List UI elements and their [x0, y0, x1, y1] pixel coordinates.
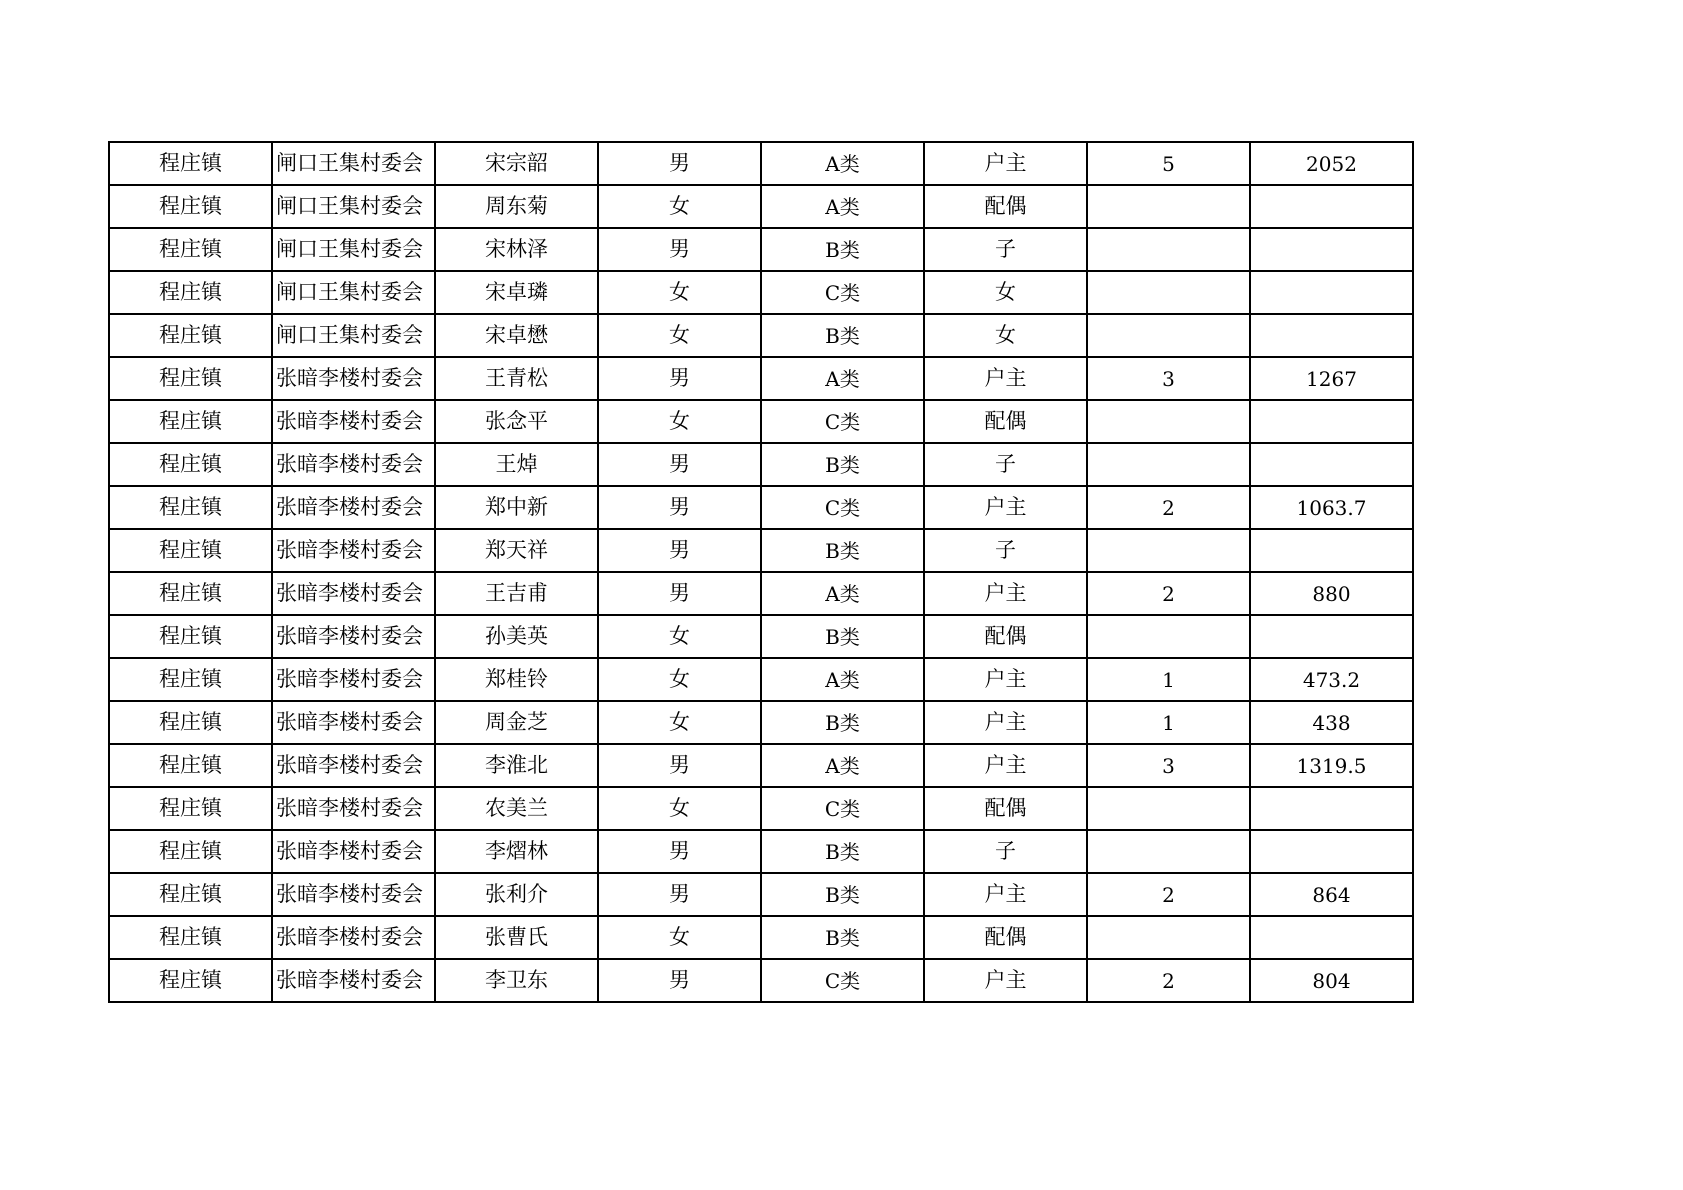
- cell-town: 程庄镇: [109, 916, 272, 959]
- cell-amount: [1250, 400, 1413, 443]
- cell-household-count: [1087, 400, 1250, 443]
- cell-name: 郑天祥: [435, 529, 598, 572]
- table-row: [109, 271, 1413, 314]
- table-row: [109, 830, 1413, 873]
- cell-relation: 户主: [924, 142, 1087, 185]
- table-row: [109, 572, 1413, 615]
- cell-category: B类: [761, 443, 924, 486]
- cell-village: 张暗李楼村委会: [272, 486, 435, 529]
- cell-household-count: [1087, 916, 1250, 959]
- cell-village: 张暗李楼村委会: [272, 916, 435, 959]
- cell-town: 程庄镇: [109, 357, 272, 400]
- cell-household-count: 2: [1087, 572, 1250, 615]
- cell-gender: 男: [598, 142, 761, 185]
- cell-relation: 配偶: [924, 787, 1087, 830]
- table-row: [109, 701, 1413, 744]
- cell-household-count: [1087, 787, 1250, 830]
- table-row: [109, 443, 1413, 486]
- cell-town: 程庄镇: [109, 873, 272, 916]
- cell-amount: 473.2: [1250, 658, 1413, 701]
- cell-category: A类: [761, 744, 924, 787]
- cell-gender: 男: [598, 572, 761, 615]
- cell-name: 孙美英: [435, 615, 598, 658]
- cell-amount: [1250, 271, 1413, 314]
- cell-amount: 2052: [1250, 142, 1413, 185]
- cell-amount: [1250, 615, 1413, 658]
- cell-amount: 438: [1250, 701, 1413, 744]
- cell-category: B类: [761, 830, 924, 873]
- table-row: [109, 615, 1413, 658]
- cell-name: 李淮北: [435, 744, 598, 787]
- cell-gender: 女: [598, 271, 761, 314]
- cell-town: 程庄镇: [109, 185, 272, 228]
- cell-town: 程庄镇: [109, 658, 272, 701]
- table-row: [109, 400, 1413, 443]
- cell-gender: 女: [598, 787, 761, 830]
- table-row: [109, 916, 1413, 959]
- cell-category: B类: [761, 916, 924, 959]
- cell-town: 程庄镇: [109, 142, 272, 185]
- cell-amount: 1267: [1250, 357, 1413, 400]
- cell-amount: [1250, 529, 1413, 572]
- cell-gender: 男: [598, 744, 761, 787]
- cell-amount: 1319.5: [1250, 744, 1413, 787]
- cell-village: 张暗李楼村委会: [272, 787, 435, 830]
- cell-village: 张暗李楼村委会: [272, 615, 435, 658]
- cell-gender: 女: [598, 185, 761, 228]
- cell-name: 宋林泽: [435, 228, 598, 271]
- cell-relation: 女: [924, 271, 1087, 314]
- cell-relation: 配偶: [924, 615, 1087, 658]
- cell-amount: [1250, 443, 1413, 486]
- cell-town: 程庄镇: [109, 400, 272, 443]
- cell-amount: [1250, 830, 1413, 873]
- cell-category: B类: [761, 701, 924, 744]
- cell-category: C类: [761, 271, 924, 314]
- cell-category: A类: [761, 572, 924, 615]
- cell-name: 郑中新: [435, 486, 598, 529]
- cell-relation: 户主: [924, 959, 1087, 1002]
- cell-gender: 女: [598, 916, 761, 959]
- cell-village: 闸口王集村委会: [272, 185, 435, 228]
- cell-town: 程庄镇: [109, 271, 272, 314]
- cell-amount: 864: [1250, 873, 1413, 916]
- table-row: [109, 228, 1413, 271]
- table-row: [109, 873, 1413, 916]
- cell-amount: [1250, 228, 1413, 271]
- cell-name: 王焯: [435, 443, 598, 486]
- cell-gender: 男: [598, 443, 761, 486]
- cell-category: B类: [761, 615, 924, 658]
- cell-relation: 户主: [924, 658, 1087, 701]
- cell-name: 王青松: [435, 357, 598, 400]
- cell-name: 张念平: [435, 400, 598, 443]
- cell-relation: 子: [924, 443, 1087, 486]
- table-row: [109, 529, 1413, 572]
- table-row: [109, 787, 1413, 830]
- cell-name: 周东菊: [435, 185, 598, 228]
- cell-relation: 子: [924, 830, 1087, 873]
- cell-name: 王吉甫: [435, 572, 598, 615]
- roster-sheet: [108, 141, 1414, 1003]
- cell-gender: 女: [598, 314, 761, 357]
- cell-amount: [1250, 314, 1413, 357]
- cell-category: C类: [761, 959, 924, 1002]
- cell-name: 李卫东: [435, 959, 598, 1002]
- cell-relation: 户主: [924, 744, 1087, 787]
- table-row: [109, 658, 1413, 701]
- cell-name: 周金芝: [435, 701, 598, 744]
- cell-relation: 户主: [924, 873, 1087, 916]
- cell-village: 张暗李楼村委会: [272, 400, 435, 443]
- cell-household-count: [1087, 228, 1250, 271]
- table-row: [109, 959, 1413, 1002]
- cell-household-count: 2: [1087, 873, 1250, 916]
- cell-village: 张暗李楼村委会: [272, 658, 435, 701]
- cell-household-count: 3: [1087, 744, 1250, 787]
- cell-village: 闸口王集村委会: [272, 314, 435, 357]
- cell-category: C类: [761, 400, 924, 443]
- cell-name: 宋卓懋: [435, 314, 598, 357]
- cell-category: B类: [761, 314, 924, 357]
- cell-town: 程庄镇: [109, 744, 272, 787]
- cell-household-count: 2: [1087, 486, 1250, 529]
- cell-name: 宋宗韶: [435, 142, 598, 185]
- roster-body: [109, 142, 1413, 1002]
- cell-household-count: 3: [1087, 357, 1250, 400]
- cell-relation: 配偶: [924, 916, 1087, 959]
- cell-town: 程庄镇: [109, 615, 272, 658]
- cell-category: A类: [761, 185, 924, 228]
- cell-gender: 女: [598, 658, 761, 701]
- cell-gender: 男: [598, 357, 761, 400]
- cell-gender: 男: [598, 486, 761, 529]
- cell-town: 程庄镇: [109, 486, 272, 529]
- cell-amount: 880: [1250, 572, 1413, 615]
- cell-village: 张暗李楼村委会: [272, 529, 435, 572]
- cell-village: 闸口王集村委会: [272, 228, 435, 271]
- cell-amount: 804: [1250, 959, 1413, 1002]
- cell-town: 程庄镇: [109, 529, 272, 572]
- cell-name: 张利介: [435, 873, 598, 916]
- cell-relation: 户主: [924, 701, 1087, 744]
- cell-relation: 户主: [924, 486, 1087, 529]
- cell-gender: 男: [598, 529, 761, 572]
- cell-name: 李熠林: [435, 830, 598, 873]
- cell-category: A类: [761, 357, 924, 400]
- cell-household-count: [1087, 615, 1250, 658]
- cell-village: 张暗李楼村委会: [272, 572, 435, 615]
- cell-category: B类: [761, 529, 924, 572]
- table-row: [109, 486, 1413, 529]
- cell-relation: 子: [924, 529, 1087, 572]
- cell-town: 程庄镇: [109, 228, 272, 271]
- cell-category: C类: [761, 486, 924, 529]
- cell-household-count: [1087, 185, 1250, 228]
- cell-relation: 子: [924, 228, 1087, 271]
- cell-gender: 男: [598, 959, 761, 1002]
- cell-town: 程庄镇: [109, 830, 272, 873]
- cell-name: 郑桂铃: [435, 658, 598, 701]
- cell-village: 张暗李楼村委会: [272, 873, 435, 916]
- cell-town: 程庄镇: [109, 959, 272, 1002]
- cell-village: 张暗李楼村委会: [272, 701, 435, 744]
- cell-category: A类: [761, 658, 924, 701]
- cell-relation: 户主: [924, 572, 1087, 615]
- table-row: [109, 142, 1413, 185]
- cell-gender: 男: [598, 228, 761, 271]
- cell-household-count: [1087, 271, 1250, 314]
- cell-relation: 配偶: [924, 185, 1087, 228]
- cell-town: 程庄镇: [109, 701, 272, 744]
- cell-category: C类: [761, 787, 924, 830]
- cell-village: 闸口王集村委会: [272, 142, 435, 185]
- table-row: [109, 185, 1413, 228]
- cell-household-count: 1: [1087, 701, 1250, 744]
- cell-amount: [1250, 916, 1413, 959]
- cell-household-count: [1087, 314, 1250, 357]
- cell-town: 程庄镇: [109, 443, 272, 486]
- cell-gender: 女: [598, 400, 761, 443]
- cell-household-count: [1087, 443, 1250, 486]
- cell-village: 张暗李楼村委会: [272, 830, 435, 873]
- cell-gender: 女: [598, 701, 761, 744]
- cell-gender: 男: [598, 830, 761, 873]
- cell-village: 闸口王集村委会: [272, 271, 435, 314]
- cell-village: 张暗李楼村委会: [272, 443, 435, 486]
- cell-household-count: 5: [1087, 142, 1250, 185]
- cell-household-count: [1087, 529, 1250, 572]
- cell-name: 农美兰: [435, 787, 598, 830]
- cell-relation: 配偶: [924, 400, 1087, 443]
- table-row: [109, 314, 1413, 357]
- cell-village: 张暗李楼村委会: [272, 959, 435, 1002]
- cell-amount: 1063.7: [1250, 486, 1413, 529]
- cell-amount: [1250, 185, 1413, 228]
- cell-town: 程庄镇: [109, 572, 272, 615]
- roster-table: [108, 141, 1414, 1003]
- cell-category: B类: [761, 873, 924, 916]
- cell-name: 宋卓璘: [435, 271, 598, 314]
- cell-relation: 女: [924, 314, 1087, 357]
- cell-gender: 女: [598, 615, 761, 658]
- cell-household-count: 1: [1087, 658, 1250, 701]
- cell-category: A类: [761, 142, 924, 185]
- cell-village: 张暗李楼村委会: [272, 357, 435, 400]
- table-row: [109, 744, 1413, 787]
- cell-name: 张曹氏: [435, 916, 598, 959]
- table-row: [109, 357, 1413, 400]
- cell-amount: [1250, 787, 1413, 830]
- cell-gender: 男: [598, 873, 761, 916]
- cell-household-count: 2: [1087, 959, 1250, 1002]
- cell-town: 程庄镇: [109, 787, 272, 830]
- cell-village: 张暗李楼村委会: [272, 744, 435, 787]
- cell-category: B类: [761, 228, 924, 271]
- cell-town: 程庄镇: [109, 314, 272, 357]
- cell-household-count: [1087, 830, 1250, 873]
- cell-relation: 户主: [924, 357, 1087, 400]
